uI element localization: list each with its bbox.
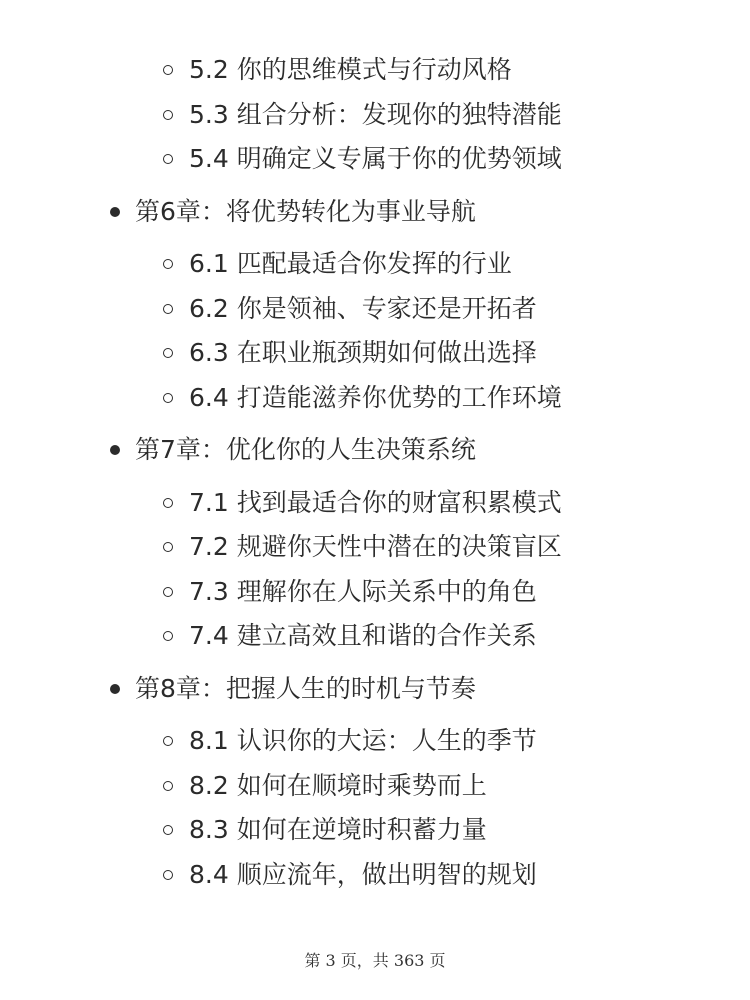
hollow-bullet-icon — [163, 348, 173, 358]
hollow-bullet-icon — [163, 781, 173, 791]
toc-section-item — [0, 853, 750, 898]
hollow-bullet-icon — [163, 498, 173, 508]
toc-section-item — [0, 93, 750, 138]
hollow-bullet-icon — [163, 65, 173, 75]
hollow-bullet-icon — [163, 542, 173, 552]
toc-section-label: 6.4 打造能滋养你优势的工作环境 — [189, 382, 562, 412]
toc-section-label: 7.1 找到最适合你的财富积累模式 — [189, 487, 562, 517]
toc-chapter-label: 第6章：将优势转化为事业导航 — [135, 196, 476, 226]
toc-section-label: 6.2 你是领袖、专家还是开拓者 — [189, 293, 537, 323]
toc-section-label: 8.2 如何在顺境时乘势而上 — [189, 770, 487, 800]
toc-section-item — [0, 242, 750, 287]
hollow-bullet-icon — [163, 304, 173, 314]
hollow-bullet-icon — [163, 736, 173, 746]
hollow-bullet-icon — [163, 154, 173, 164]
toc-section-item — [0, 48, 750, 93]
toc-section-item — [0, 287, 750, 332]
toc-section-item — [0, 614, 750, 659]
toc-chapter-label: 第7章：优化你的人生决策系统 — [135, 435, 476, 464]
toc-section-item — [0, 719, 750, 764]
toc-section-label: 8.1 认识你的大运：人生的季节 — [189, 726, 537, 755]
filled-bullet-icon — [110, 684, 120, 694]
toc-section-item — [0, 764, 750, 809]
toc-section-item — [0, 481, 750, 526]
hollow-bullet-icon — [163, 393, 173, 403]
toc-section-label: 5.4 明确定义专属于你的优势领域 — [189, 144, 562, 173]
toc-chapter-item — [0, 428, 750, 473]
toc-chapter-item — [0, 190, 750, 235]
toc-section-label: 8.4 顺应流年，做出明智的规划 — [189, 859, 537, 889]
toc-chapter-label: 第8章：把握人生的时机与节奏 — [135, 673, 476, 703]
toc-section-item — [0, 331, 750, 376]
hollow-bullet-icon — [163, 825, 173, 835]
toc-section-item — [0, 570, 750, 615]
toc-section-label: 7.2 规避你天性中潜在的决策盲区 — [189, 532, 562, 561]
toc-section-label: 6.1 匹配最适合你发挥的行业 — [189, 249, 512, 278]
hollow-bullet-icon — [163, 110, 173, 120]
toc-section-item — [0, 376, 750, 421]
hollow-bullet-icon — [163, 870, 173, 880]
toc-section-label: 6.3 在职业瓶颈期如何做出选择 — [189, 338, 537, 367]
toc-section-item — [0, 137, 750, 182]
hollow-bullet-icon — [163, 259, 173, 269]
toc-section-item — [0, 525, 750, 570]
toc-section-label: 5.3 组合分析：发现你的独特潜能 — [189, 99, 562, 129]
filled-bullet-icon — [110, 445, 120, 455]
toc-chapter-item — [0, 667, 750, 712]
table-of-contents — [0, 48, 750, 897]
hollow-bullet-icon — [163, 587, 173, 597]
toc-section-item — [0, 808, 750, 853]
page-footer: 第 3 页，共 363 页 — [304, 951, 446, 970]
toc-section-label: 8.3 如何在逆境时积蓄力量 — [189, 815, 487, 844]
hollow-bullet-icon — [163, 631, 173, 641]
toc-section-label: 5.2 你的思维模式与行动风格 — [189, 55, 512, 84]
toc-section-label: 7.3 理解你在人际关系中的角色 — [189, 576, 537, 606]
filled-bullet-icon — [110, 207, 120, 217]
toc-section-label: 7.4 建立高效且和谐的合作关系 — [189, 621, 537, 650]
